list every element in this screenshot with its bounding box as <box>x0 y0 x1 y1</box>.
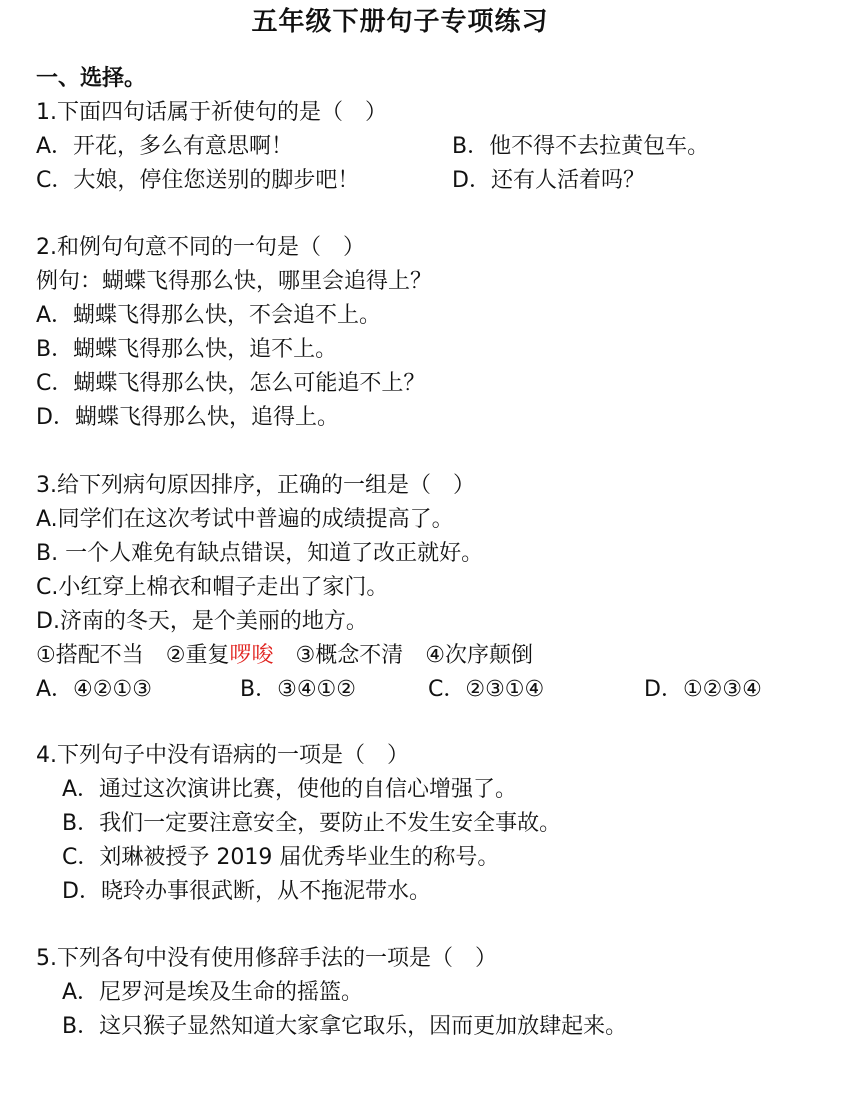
q3-sentence-c: C.小红穿上棉衣和帽子走出了家门。 <box>36 575 389 600</box>
q2-option-b: B．蝴蝶飞得那么快，追不上。 <box>36 337 338 362</box>
q4-option-a: A．通过这次演讲比赛，使他的自信心增强了。 <box>62 777 518 802</box>
q3-answer-c: C．②③①④ <box>428 677 545 702</box>
q1-option-b: B．他不得不去拉黄包车。 <box>452 134 710 159</box>
q3-reason-3: ③概念不清 <box>295 643 404 668</box>
q2-option-a: A．蝴蝶飞得那么快，不会追不上。 <box>36 303 382 328</box>
q1-option-c: C．大娘，停住您送别的脚步吧！ <box>36 168 360 193</box>
q4-stem: 4.下列句子中没有语病的一项是（ ） <box>36 743 409 768</box>
q4-option-c: C．刘琳被授予 2019 届优秀毕业生的称号。 <box>62 845 500 870</box>
q3-reason-1: ①搭配不当 <box>36 643 144 668</box>
q2-example: 例句：蝴蝶飞得那么快，哪里会追得上？ <box>36 269 433 294</box>
q3-sentence-a: A.同学们在这次考试中普遍的成绩提高了。 <box>36 507 454 532</box>
q3-answer-d: D．①②③④ <box>644 677 762 702</box>
q1-stem: 1.下面四句话属于祈使句的是（ ） <box>36 100 387 125</box>
q3-reason-2-highlight: 啰唆 <box>229 643 274 668</box>
q5-stem: 5.下列各句中没有使用修辞手法的一项是（ ） <box>36 946 497 971</box>
q3-answer-a: A．④②①③ <box>36 677 152 702</box>
q3-answer-b: B．③④①② <box>240 677 356 702</box>
q2-option-d: D．蝴蝶飞得那么快，追得上。 <box>36 405 339 430</box>
q4-option-b: B．我们一定要注意安全，要防止不发生安全事故。 <box>62 811 562 836</box>
q3-reasons <box>36 639 533 673</box>
q1-option-d: D．还有人活着吗？ <box>452 168 645 193</box>
q5-option-a: A．尼罗河是埃及生命的摇篮。 <box>62 980 364 1005</box>
q3-sentence-b: B. 一个人难免有缺点错误，知道了改正就好。 <box>36 541 484 566</box>
q3-reason-2: ②重复啰唆 <box>165 643 274 668</box>
section-heading: 一、选择。 <box>36 66 147 91</box>
q4-option-d: D．晓玲办事很武断，从不拖泥带水。 <box>62 879 431 904</box>
q2-option-c: C．蝴蝶飞得那么快，怎么可能追不上？ <box>36 371 426 396</box>
q3-sentence-d: D.济南的冬天，是个美丽的地方。 <box>36 609 368 634</box>
q3-stem: 3.给下列病句原因排序，正确的一组是（ ） <box>36 473 475 498</box>
q5-option-b: B．这只猴子显然知道大家拿它取乐，因而更加放肆起来。 <box>62 1014 628 1039</box>
page-title: 五年级下册句子专项练习 <box>251 7 549 37</box>
q3-reason-4: ④次序颠倒 <box>425 643 533 668</box>
q1-option-a: A．开花，多么有意思啊！ <box>36 134 294 159</box>
q2-stem: 2.和例句句意不同的一句是（ ） <box>36 235 365 260</box>
